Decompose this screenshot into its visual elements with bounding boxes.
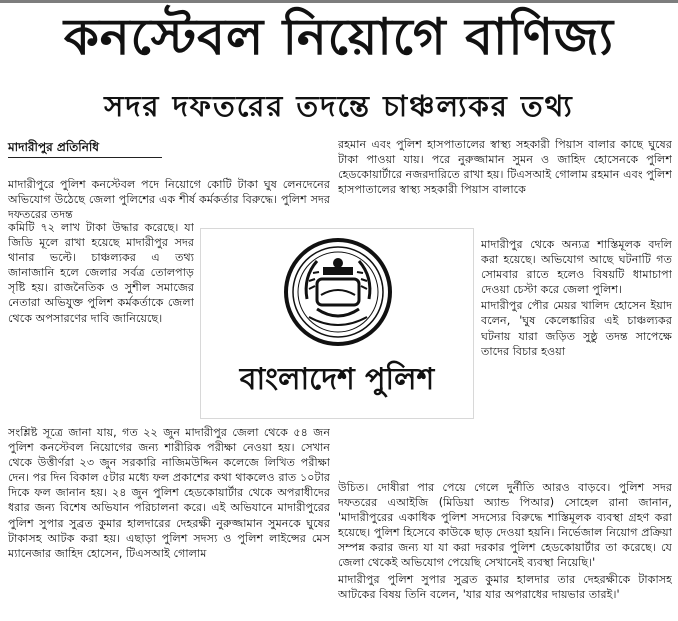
byline-rule: [8, 157, 162, 158]
paragraph-transfer: মাদারীপুর থেকে অন্যত্র শাস্তিমূলক বদলি করা হয়েছে। অভিযোগ আছে ঘটনাটি গত সোমবার রাতে হলেও বিষয়টি ধামাচাপা দেওয়া চেস্টা করে জেলা পুলিশ।: [481, 238, 672, 297]
bangladesh-police-emblem-icon: [273, 237, 403, 347]
paragraph-committee: কমিটি ৭২ লাখ টাকা উদ্ধার করেছে। যা জিডি মূলে রাখা হয়েছে মাদারীপুর সদর থানার ভল্টে। চাঞ্চল্যকর এ তথ্য জানাজানি হলে জেলার সর্বত্র তোলপাড় সৃষ্টি হয়। রাজনৈতিক ও সুশীল সমাজের নেতারা অভিযুক্ত পুলিশ কর্মকর্তাকে জেলা থেকে অপসারণের দাবি জানিয়েছে।: [8, 221, 194, 325]
paragraph-sources: সংশ্লিষ্ট সূত্রে জানা যায়, গত ২২ জুন মাদারীপুর জেলা থেকে ৫৪ জন পুলিশ কনস্টেবল নিয়োগের জন্য শারীরিক পরীক্ষা নেওয়া হয়। সেখান থেকে উত্তীর্ণরা ২৩ জুন সরকারি নাজিমউদ্দিন কলেজে লিখিত পরীক্ষা দেন। পর দিন বিকাল ৫টার মধ্যে ফল প্রকাশের কথা থাকলেও রাত ১০টার দিকে ফল জানান হয়। ২৪ জুন পুলিশ হেডকোয়ার্টার থেকে অপরাধীদের ধরার জন্য বিশেষ অভিযান পরিচালনা করে। এই অভিযানে মাদারীপুরের পুলিশ সুপার সুব্রত কুমার হালদারের দেহরক্ষী নুরুজ্জামান সুমনকে ঘুষের টাকাসহ আটক করা হয়। এছাড়া পুলিশ সদস্য ও পুলিশ লাইন্সের মেস ম্যানেজার জাহিদ হোসেন, টিএসআই গোলাম: [8, 426, 330, 560]
byline: মাদারীপুর প্রতিনিধি: [8, 140, 100, 154]
photo-caption: বাংলাদেশ পুলিশ: [239, 362, 435, 397]
paragraph-mayor: মাদারীপুর পৌর মেয়র খালিদ হোসেন ইয়াদ বলেন, 'ঘুষ কেলেঙ্কারির এই চাঞ্চল্যকর ঘটনায় যারা জড়িত সুষ্ঠু তদন্ত সাপেক্ষে তাদের বিচার হওয়া: [481, 299, 672, 358]
paragraph-intro: মাদারীপুরে পুলিশ কনস্টেবল পদে নিয়োগে কোটি টাকা ঘুষ লেনদেনের অভিযোগ উঠেছে জেলা পুলিশের এক শীর্ষ কর্মকর্তার বিরুদ্ধে। পুলিশ সদর দফতরের তদন্ত: [8, 178, 330, 222]
column-right-narrow: [481, 237, 672, 480]
column-right-top: [338, 137, 672, 237]
column-left-narrow: [8, 220, 194, 425]
paragraph-bribe-found: রহমান এবং পুলিশ হাসপাতালের স্বাস্থ্য সহকারী পিয়াস বালার কাছে ঘুষের টাকা পাওয়া যায়। পরে নুরুজ্জামান সুমন ও জাহিদ হোসেনকে পুলিশ হেডকোয়ার্টারে নজরদারিতে রাখা হয়। টিএসআই গোলাম রহমান এবং পুলিশ হাসপাতালের স্বাস্থ্য সহকারী পিয়াস বালাকে: [338, 138, 672, 197]
police-emblem-photo: [200, 228, 474, 419]
column-right-bottom: [338, 480, 672, 620]
headline: কনস্টেবল নিয়োগে বাণিজ্য: [63, 8, 615, 66]
column-left-bottom: [8, 425, 330, 619]
paragraph-sp: মাদারীপুর পুলিশ সুপার সুব্রত কুমার হালদার তার দেহরক্ষীকে টাকাসহ আটকের বিষয় তিনি বলেন, 'যার যার অপরাধের দায়ভার তারই।': [338, 572, 672, 601]
paragraph-aig: উচিত। দোষীরা পার পেয়ে গেলে দুর্নীতি আরও বাড়বে। পুলিশ সদর দফতরের এআইজি (মিডিয়া অ্যান্ড পিআর) সোহেল রানা জানান, 'মাদারীপুরের একাধিক পুলিশ সদস্যের বিরুদ্ধে শাস্তিমূলক ব্যবস্থা গ্রহণ করা হয়েছে। পুলিশ হিসেবে কাউকে ছাড় দেওয়া হয়নি। নির্ভেজাল নিয়োগ প্রক্রিয়া সম্পন্ন করার জন্য যা যা করা দরকার পুলিশ হেডকোয়ার্টার তা করেছে। যে জেলা থেকেই অভিযোগ পেয়েছি সেখানেই ব্যবস্থা নিয়েছি।': [338, 481, 672, 570]
top-rule: [0, 0, 678, 3]
subheadline: সদর দফতরের তদন্তে চাঞ্চল্যকর তথ্য: [104, 89, 574, 123]
